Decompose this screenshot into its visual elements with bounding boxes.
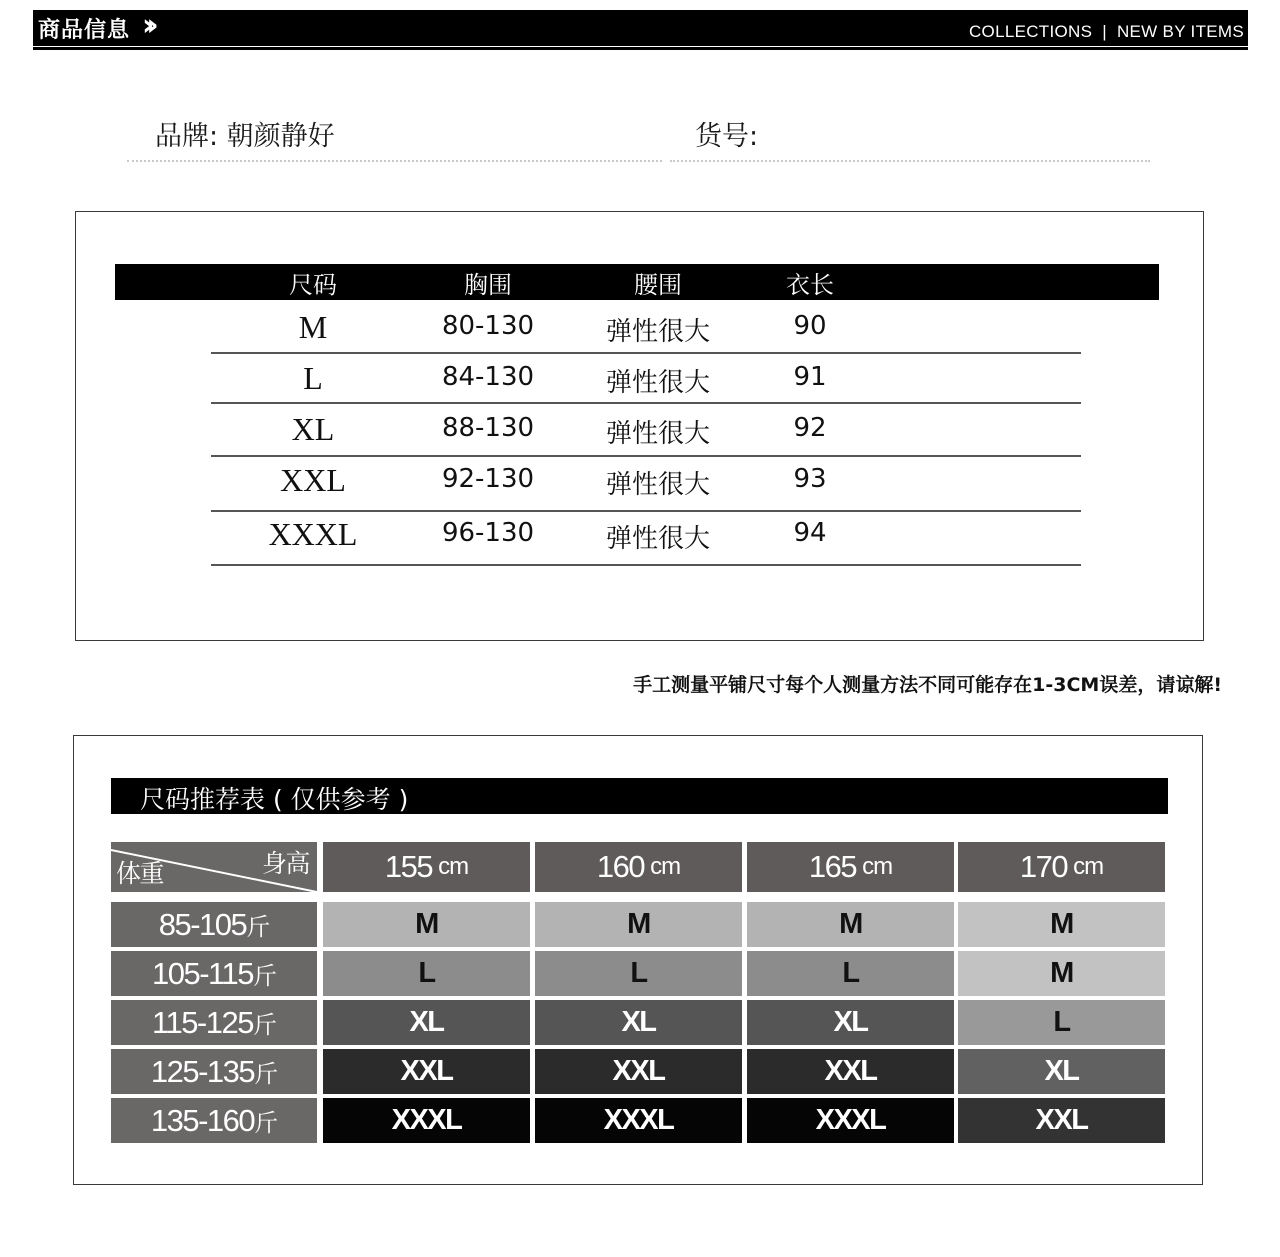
item-number-label: 货号: bbox=[695, 121, 759, 152]
size-table-cell: L bbox=[303, 360, 323, 396]
height-value: 165 bbox=[808, 849, 857, 884]
weight-header-cell bbox=[111, 951, 317, 996]
size-table-row-divider bbox=[211, 402, 1081, 404]
size-table-cell: 94 bbox=[793, 518, 827, 548]
height-header-cell bbox=[323, 842, 530, 892]
weight-header-cell bbox=[111, 1098, 317, 1143]
nav-separator: | bbox=[1102, 22, 1107, 41]
weight-range: 125-135 bbox=[150, 1053, 255, 1089]
recommended-size-cell: L bbox=[535, 951, 742, 996]
recommended-size-cell: XXL bbox=[535, 1049, 742, 1094]
recommended-size-cell: L bbox=[323, 951, 530, 996]
recommended-size-cell: XXXL bbox=[535, 1098, 742, 1143]
weight-unit: 斤 bbox=[254, 1061, 278, 1088]
recommended-size-cell: XXL bbox=[958, 1098, 1165, 1143]
size-table-cell: XXXL bbox=[268, 516, 358, 552]
corner-header-cell bbox=[111, 842, 317, 892]
double-chevron-right-icon: ›› bbox=[142, 8, 151, 43]
header-underline bbox=[33, 47, 1248, 50]
weight-header-cell bbox=[111, 1000, 317, 1045]
recommended-size-cell: M bbox=[958, 902, 1165, 947]
weight-range: 85-105 bbox=[158, 906, 247, 942]
recommended-size-cell: M bbox=[535, 902, 742, 947]
weight-range: 115-125 bbox=[152, 1004, 253, 1040]
height-header-cell bbox=[747, 842, 954, 892]
weight-header-cell bbox=[111, 1049, 317, 1094]
weight-unit: 斤 bbox=[252, 963, 276, 990]
height-unit: cm bbox=[650, 853, 681, 880]
size-table-cell: 弹性很大 bbox=[605, 419, 710, 449]
header-nav bbox=[969, 22, 1244, 42]
recommended-size-cell: XXL bbox=[747, 1049, 954, 1094]
size-table-cell: 92-130 bbox=[441, 464, 535, 494]
height-value: 155 bbox=[384, 849, 433, 884]
size-table-cell: 弹性很大 bbox=[605, 470, 710, 500]
height-header-cell bbox=[535, 842, 742, 892]
size-table-cell: XL bbox=[291, 411, 335, 447]
size-table-header-cell: 尺码 bbox=[289, 271, 337, 299]
recommended-size-cell: XXXL bbox=[323, 1098, 530, 1143]
size-table-row-divider bbox=[211, 564, 1081, 566]
recommended-size-cell: XL bbox=[747, 1000, 954, 1045]
brand-label: 品牌: 朝颜静好 bbox=[155, 121, 335, 152]
recommended-size-cell: M bbox=[323, 902, 530, 947]
height-value: 170 bbox=[1019, 849, 1068, 884]
size-table-cell: 弹性很大 bbox=[605, 524, 710, 554]
size-table-cell: 80-130 bbox=[441, 311, 535, 341]
size-table-cell: XXL bbox=[280, 462, 346, 498]
size-table-cell: 92 bbox=[793, 413, 827, 443]
recommended-size-cell: L bbox=[958, 1000, 1165, 1045]
weight-header-cell bbox=[111, 902, 317, 947]
recommended-size-cell: M bbox=[958, 951, 1165, 996]
size-table-cell: 84-130 bbox=[441, 362, 535, 392]
size-table-header-cell: 衣长 bbox=[786, 271, 834, 299]
nav-link-new-by-items[interactable]: NEW BY ITEMS bbox=[1116, 22, 1244, 41]
size-table-cell: 90 bbox=[793, 311, 827, 341]
height-value: 160 bbox=[596, 849, 645, 884]
size-table-cell: 91 bbox=[793, 362, 827, 392]
height-unit: cm bbox=[1073, 853, 1104, 880]
size-table-row-divider bbox=[211, 352, 1081, 354]
size-table-cell: 88-130 bbox=[441, 413, 535, 443]
size-table-row-divider bbox=[211, 510, 1081, 512]
size-table-cell: 96-130 bbox=[441, 518, 535, 548]
corner-height-label: 身高 bbox=[261, 850, 309, 878]
recommended-size-cell: XXL bbox=[323, 1049, 530, 1094]
weight-unit: 斤 bbox=[246, 914, 270, 941]
recommended-size-cell: M bbox=[747, 902, 954, 947]
measurement-note: 手工测量平铺尺寸每个人测量方法不同可能存在1-3CM误差，请谅解! bbox=[633, 674, 1222, 696]
weight-range: 135-160 bbox=[150, 1102, 255, 1138]
nav-link-collections[interactable]: COLLECTIONS bbox=[968, 22, 1093, 41]
recommended-size-cell: XL bbox=[535, 1000, 742, 1045]
page-title: 商品信息 bbox=[38, 18, 131, 43]
size-table-cell: 93 bbox=[793, 464, 827, 494]
recommended-size-cell: XL bbox=[323, 1000, 530, 1045]
weight-unit: 斤 bbox=[252, 1012, 276, 1039]
height-unit: cm bbox=[438, 853, 469, 880]
size-table-cell: M bbox=[298, 309, 328, 345]
height-header-cell bbox=[958, 842, 1165, 892]
size-table-header-cell: 腰围 bbox=[634, 271, 682, 299]
dotted-divider-right bbox=[670, 160, 1150, 162]
size-table-cell: 弹性很大 bbox=[605, 368, 710, 398]
size-table-header-cell: 胸围 bbox=[464, 271, 512, 299]
height-unit: cm bbox=[862, 853, 893, 880]
recommended-size-cell: XXXL bbox=[747, 1098, 954, 1143]
weight-range: 105-115 bbox=[152, 955, 253, 991]
dotted-divider-left bbox=[127, 160, 662, 162]
corner-weight-label: 体重 bbox=[116, 860, 164, 888]
recommended-size-cell: L bbox=[747, 951, 954, 996]
recommend-title: 尺码推荐表 ( 仅供参考 ) bbox=[140, 785, 409, 814]
size-table-row-divider bbox=[211, 455, 1081, 457]
size-table-cell: 弹性很大 bbox=[605, 317, 710, 347]
weight-unit: 斤 bbox=[254, 1110, 278, 1137]
recommended-size-cell: XL bbox=[958, 1049, 1165, 1094]
